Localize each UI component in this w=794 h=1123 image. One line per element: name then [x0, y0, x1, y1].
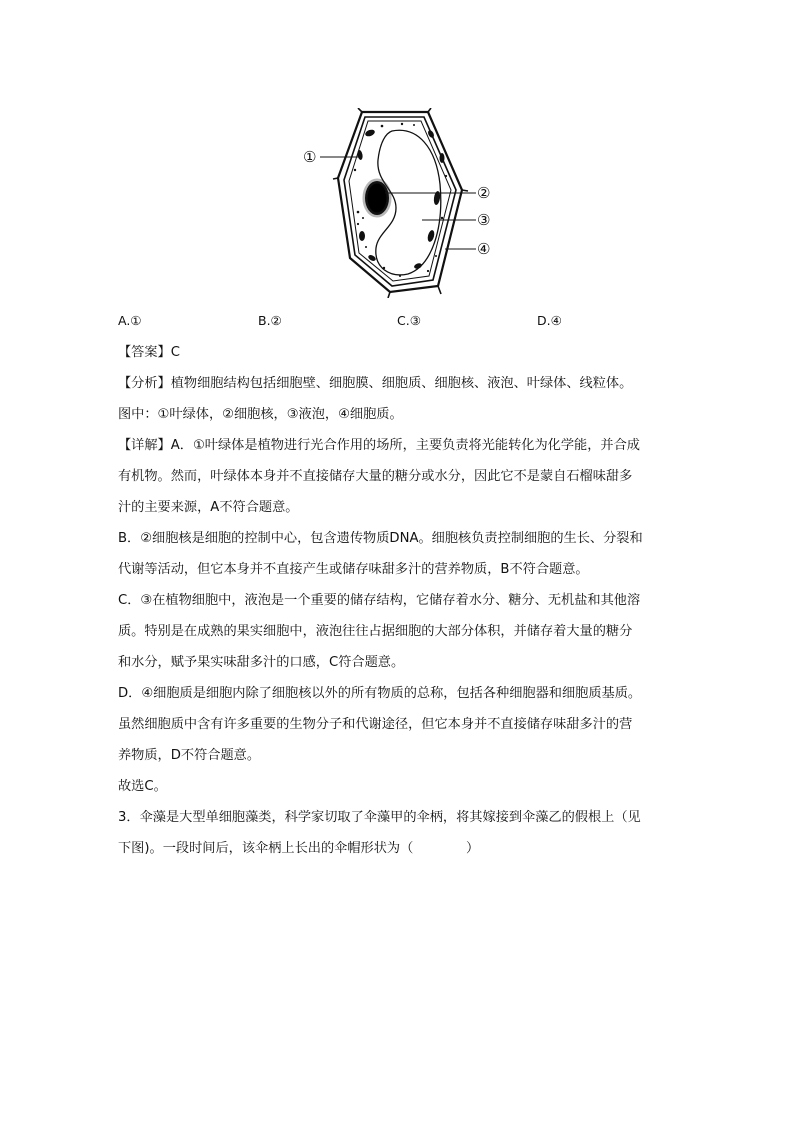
detail-line: 有机物。然而，叶绿体本身并不直接储存大量的糖分或水分，因此它不是蒙自石榴味甜多: [118, 469, 633, 484]
detail-line: 质。特别是在成熟的果实细胞中，液泡往往占据细胞的大部分体积，并储存着大量的糖分: [118, 624, 633, 639]
label-3: ③: [477, 211, 491, 229]
conclusion-line: 故选C。: [118, 779, 167, 794]
detail-line: D．④细胞质是细胞内除了细胞核以外的所有物质的总称，包括各种细胞器和细胞质基质。: [118, 686, 642, 701]
detail-line: 虽然细胞质中含有许多重要的生物分子和代谢途径，但它本身并不直接储存味甜多汁的营: [118, 717, 633, 732]
detail-line: 养物质，D不符合题意。: [118, 748, 261, 763]
answer-explanation: [118, 337, 678, 864]
answer-line: 【答案】C: [118, 345, 180, 360]
label-1: ①: [303, 148, 317, 166]
option-c: C.③: [397, 313, 421, 328]
analysis-line: 图中：①叶绿体，②细胞核，③液泡，④细胞质。: [118, 407, 403, 422]
detail-line: 和水分，赋予果实味甜多汁的口感，C符合题意。: [118, 655, 405, 670]
question-line: 下图)。一段时间后，该伞柄上长出的伞帽形状为（ ）: [118, 841, 480, 856]
analysis-line: 【分析】植物细胞结构包括细胞壁、细胞膜、细胞质、细胞核、液泡、叶绿体、线粒体。: [118, 376, 633, 391]
option-a: A.①: [118, 313, 142, 328]
plant-cell-diagram: [300, 108, 500, 298]
label-2: ②: [477, 184, 491, 202]
detail-line: 汁的主要来源，A不符合题意。: [118, 500, 299, 515]
nucleus: [365, 181, 389, 215]
detail-line: 代谢等活动，但它本身并不直接产生或储存味甜多汁的营养物质，B不符合题意。: [118, 562, 589, 577]
detail-line: B．②细胞核是细胞的控制中心，包含遗传物质DNA。细胞核负责控制细胞的生长、分裂和: [118, 531, 643, 546]
question-line: 3．伞藻是大型单细胞藻类，科学家切取了伞藻甲的伞柄，将其嫁接到伞藻乙的假根上（见: [118, 810, 641, 825]
option-b: B.②: [258, 313, 282, 328]
label-4: ④: [477, 240, 491, 258]
option-d: D.④: [537, 313, 562, 328]
detail-line: C．③在植物细胞中，液泡是一个重要的储存结构，它储存着水分、糖分、无机盐和其他溶: [118, 593, 641, 608]
answer-options: [0, 312, 794, 334]
detail-line: 【详解】A．①叶绿体是植物进行光合作用的场所，主要负责将光能转化为化学能，并合成: [118, 438, 640, 453]
